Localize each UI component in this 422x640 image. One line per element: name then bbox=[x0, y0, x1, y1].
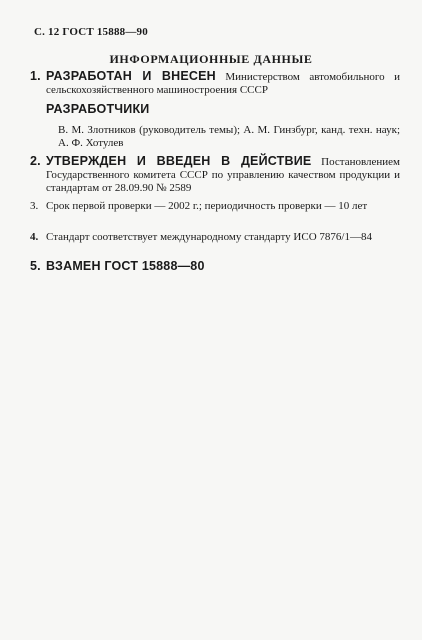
item-text: Министерством автомобильного и сельскохозяйственного машиностроения СССР bbox=[46, 71, 400, 96]
item-text: Постановлением Государственного комитета СССР по управлению качеством продукции и стандартам от 28.09.90 № 2589 bbox=[46, 156, 400, 194]
item-text: Срок первой проверки — 2002 г.; периодичность проверки — 10 лет bbox=[46, 200, 368, 212]
item-body bbox=[46, 70, 400, 97]
info-item-3 bbox=[30, 200, 400, 213]
item-number: 4. bbox=[30, 231, 39, 243]
developers-names: В. М. Злотников (руководитель темы); А. М. Гинзбург, канд. техн. наук; А. Ф. Хотулев bbox=[58, 124, 400, 149]
developers-heading: РАЗРАБОТЧИКИ bbox=[46, 102, 150, 116]
item-lead: ВЗАМЕН ГОСТ 15888—80 bbox=[46, 259, 205, 273]
info-item-2 bbox=[30, 155, 400, 195]
item-number: 1. bbox=[30, 69, 41, 83]
item-lead: УТВЕРЖДЕН И ВВЕДЕН В ДЕЙСТВИЕ bbox=[46, 154, 312, 168]
info-item-5 bbox=[30, 260, 400, 274]
item-body bbox=[46, 155, 400, 195]
item-number: 5. bbox=[30, 259, 41, 273]
item-body bbox=[46, 260, 400, 274]
item-number: 3. bbox=[30, 200, 39, 212]
info-item-1 bbox=[30, 70, 400, 97]
item-number: 2. bbox=[30, 154, 41, 168]
info-item-4 bbox=[30, 231, 400, 244]
item-text: Стандарт соответствует международному стандарту ИСО 7876/1—84 bbox=[46, 231, 372, 243]
section-title: ИНФОРМАЦИОННЫЕ ДАННЫЕ bbox=[109, 52, 313, 66]
page-header: С. 12 ГОСТ 15888—90 bbox=[34, 26, 148, 38]
item-lead: РАЗРАБОТАН И ВНЕСЕН bbox=[46, 69, 216, 83]
